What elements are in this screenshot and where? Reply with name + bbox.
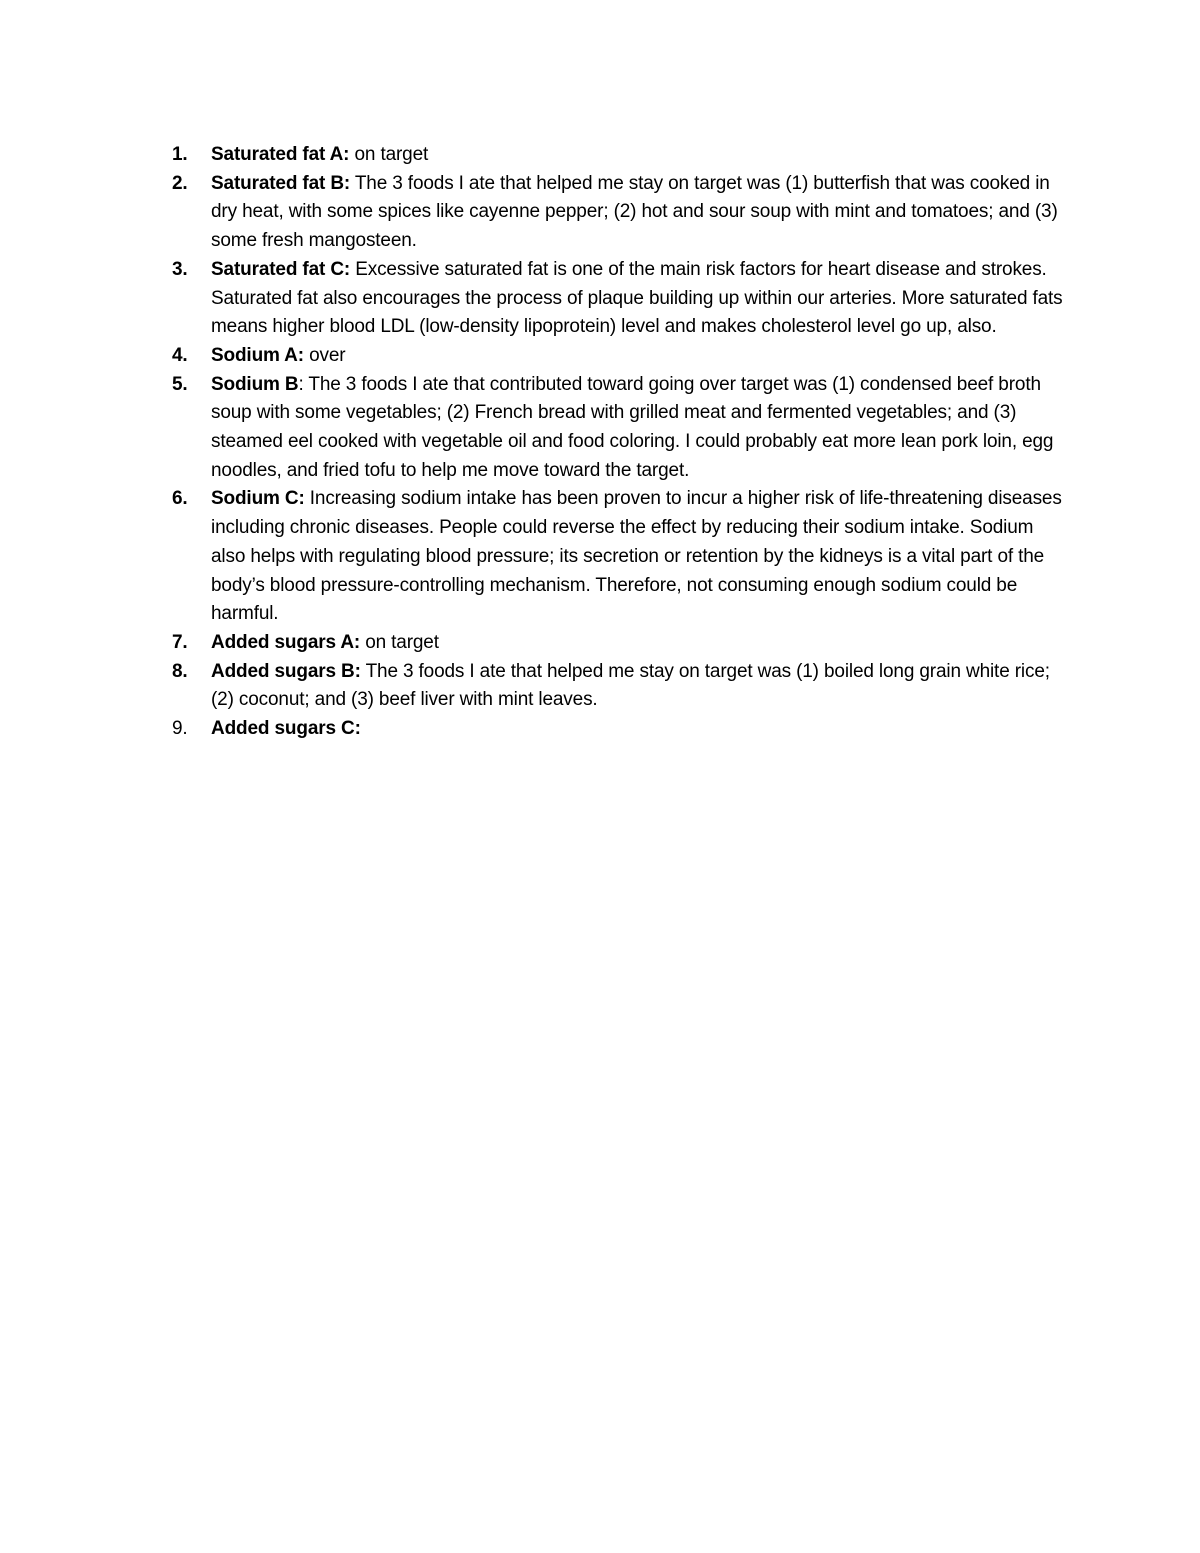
item-label: Added sugars C: [211,718,361,740]
item-body: The 3 foods I ate that helped me stay on target was (1) butterfish that was cooked in dry heat, with some spices like cayenne pepper; (2) hot and sour soup with mint and tomatoes; and (3) some fresh mangosteen. [211,172,1058,252]
list-item-saturated-fat-c [172,256,1072,342]
item-label: Saturated fat B: [211,172,351,194]
item-number: 8. [172,660,188,682]
item-number: 2. [172,172,188,194]
item-label: Saturated fat A: [211,144,350,165]
item-number: 5. [172,373,188,395]
item-text [211,141,1072,170]
item-label: Sodium B [211,373,299,395]
item-label: Sodium A: [211,344,304,366]
item-label: Added sugars B: [211,660,361,682]
item-text [211,629,1072,658]
list-item-added-sugars-b [172,658,1072,715]
item-text [211,715,1072,744]
item-body: Excessive saturated fat is one of the main risk factors for heart disease and strokes. Saturated fat also encourages the process of plaque building up within our arteries. More saturated fats means higher blood LDL (low-density lipoprotein) level and makes cholesterol level go up, also. [211,258,1063,338]
item-body: The 3 foods I ate that helped me stay on target was (1) boiled long grain white rice; (2) coconut; and (3) beef liver with mint leaves. [211,660,1050,711]
item-body: on target [349,144,429,165]
item-body: on target [360,631,439,653]
item-label: Added sugars A: [211,631,361,653]
item-number: 1. [172,144,188,165]
item-label: Saturated fat C: [211,258,351,280]
item-body: over [303,344,346,366]
item-body: : The 3 foods I ate that contributed toward going over target was (1) condensed beef broth soup with some vegetables; (2) French bread with grilled meat and fermented vegetables; and (3) steamed eel cooked with vegetable oil and food coloring. I could probably eat more lean pork loin, egg noodles, and fried tofu to help me move toward the target. [211,373,1054,481]
item-text [211,170,1072,256]
answer-list [172,141,1072,744]
list-item-saturated-fat-a [172,141,1072,170]
list-item-added-sugars-a [172,629,1072,658]
list-item-sodium-b [172,371,1072,486]
item-number: 7. [172,631,188,653]
item-number: 3. [172,258,188,280]
item-text [211,485,1072,629]
item-text [211,256,1072,342]
item-number: 4. [172,344,188,366]
item-number: 9. [172,718,188,740]
list-item-saturated-fat-b [172,170,1072,256]
item-text [211,371,1072,486]
list-item-sodium-a [172,342,1072,371]
item-body: Increasing sodium intake has been proven to incur a higher risk of life-threatening diseases including chronic diseases. People could reverse the effect by reducing their sodium intake. Sodium also helps with regulating blood pressure; its secretion or retention by the kidneys is a vital part of the body’s blood pressure-controlling mechanism. Therefore, not consuming enough sodium could be harmful. [211,488,1062,625]
item-label: Sodium C: [211,488,305,510]
item-number: 6. [172,488,188,510]
item-text [211,342,1072,371]
list-item-sodium-c [172,485,1072,629]
item-text [211,658,1072,715]
list-item-added-sugars-c [172,715,1072,744]
